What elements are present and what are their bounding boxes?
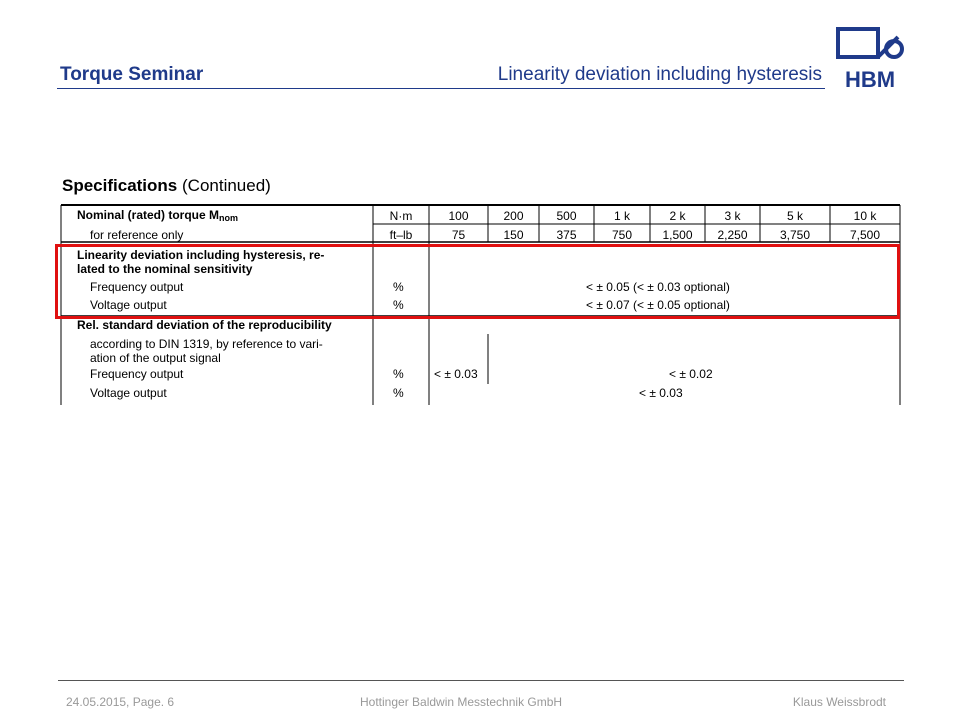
reference-value: 375 — [556, 228, 577, 242]
reproducibility-voltage-unit: % — [393, 386, 404, 400]
linearity-voltage-unit: % — [393, 298, 404, 312]
reference-value: 75 — [451, 228, 466, 242]
footer-date-page: 24.05.2015, Page. 6 — [66, 695, 175, 709]
reproducibility-frequency-value-first: < ± 0.03 — [434, 367, 478, 381]
torque-value: 10 k — [853, 209, 877, 223]
reproducibility-frequency-label: Frequency output — [90, 367, 184, 381]
reference-value: 3,750 — [779, 228, 811, 242]
reference-label: for reference only — [90, 228, 184, 242]
linearity-frequency-unit: % — [393, 280, 404, 294]
logo-text: HBM — [844, 67, 896, 89]
unit-ftlb: ft–lb — [389, 228, 413, 242]
torque-value: 1 k — [613, 209, 630, 223]
reproducibility-frequency-value-rest: < ± 0.02 — [669, 367, 713, 381]
reproducibility-voltage-value: < ± 0.03 — [639, 386, 683, 400]
linearity-highlight-box — [55, 244, 900, 319]
footer-company: Hottinger Baldwin Messtechnik GmbH — [360, 695, 563, 709]
reproducibility-desc-line2: ation of the output signal — [90, 351, 221, 365]
reference-value: 150 — [503, 228, 524, 242]
spec-title-suffix: (Continued) — [182, 176, 271, 195]
linearity-heading-line1: Linearity deviation including hysteresis, re- — [77, 248, 325, 262]
linearity-voltage-value: < ± 0.07 (< ± 0.05 optional) — [586, 298, 730, 312]
torque-value: 200 — [503, 209, 524, 223]
torque-value: 3 k — [724, 209, 741, 223]
reference-value: 750 — [611, 228, 633, 242]
unit-nm: N·m — [389, 209, 413, 223]
footer-divider — [58, 680, 904, 681]
linearity-heading-line2: lated to the nominal sensitivity — [77, 262, 253, 276]
reference-value: 1,500 — [662, 228, 693, 242]
torque-value: 100 — [448, 209, 469, 223]
seminar-title: Torque Seminar — [60, 64, 204, 85]
reference-value: 7,500 — [849, 228, 881, 242]
reproducibility-voltage-label: Voltage output — [90, 386, 167, 400]
linearity-frequency-value: < ± 0.05 (< ± 0.03 optional) — [586, 280, 730, 294]
reproducibility-frequency-unit: % — [393, 367, 404, 381]
reproducibility-heading: Rel. standard deviation of the reproducibility — [77, 318, 332, 332]
reference-value: 2,250 — [717, 228, 748, 242]
reproducibility-desc-line1: according to DIN 1319, by reference to vari- — [90, 337, 323, 351]
torque-value: 2 k — [669, 209, 686, 223]
slide-title: Linearity deviation including hysteresis — [497, 64, 822, 85]
linearity-frequency-label: Frequency output — [90, 280, 184, 294]
footer-author: Klaus Weissbrodt — [792, 695, 886, 709]
torque-value: 5 k — [786, 209, 803, 223]
spec-title-text: Specifications — [62, 176, 178, 195]
torque-value: 500 — [556, 209, 577, 223]
nominal-torque-subscript: nom — [219, 213, 239, 223]
linearity-voltage-label: Voltage output — [90, 298, 167, 312]
nominal-torque-label: Nominal (rated) torque $M_{nom}$ — [77, 208, 239, 223]
